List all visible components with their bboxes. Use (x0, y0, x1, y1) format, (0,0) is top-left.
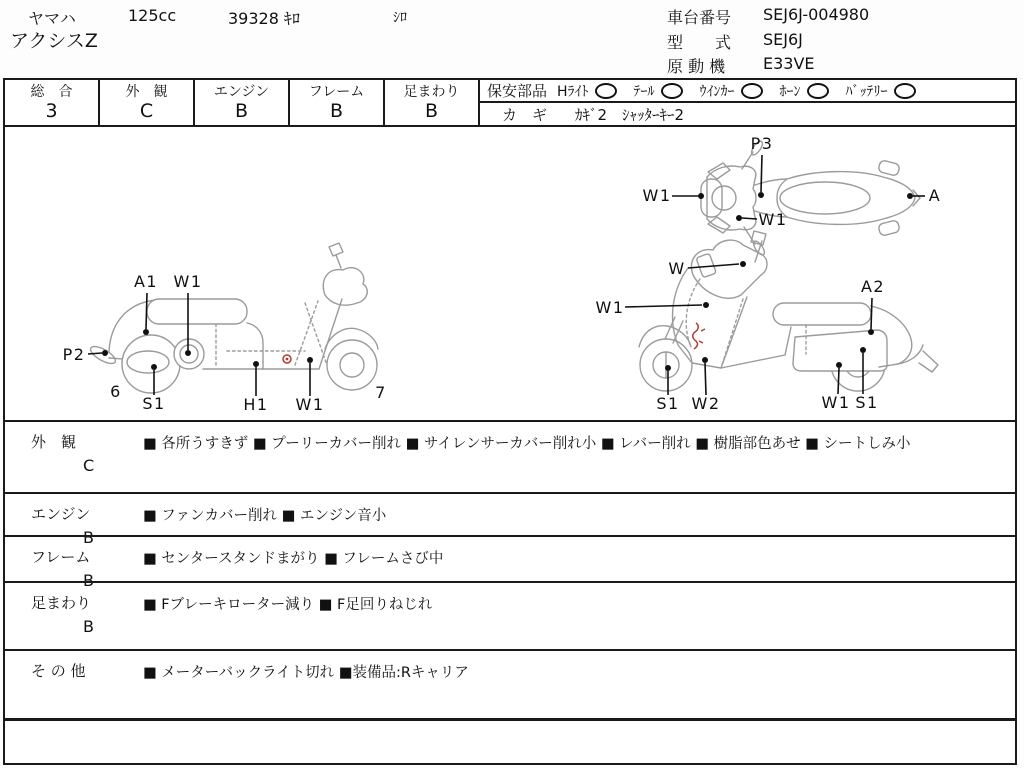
note-section-grade: B (83, 571, 94, 590)
diagram-label-w1: W1 (595, 298, 625, 317)
empty-footer-box (5, 718, 1015, 763)
diagram-label-a2: A2 (860, 277, 886, 296)
diagram-label-a1: A1 (133, 272, 159, 291)
grade-value: B (424, 99, 439, 122)
diagram-label-s1: S1 (855, 393, 879, 412)
safety-item-label: ｳｲﾝｶｰ (699, 83, 735, 100)
grade-label: エンジン (213, 83, 270, 100)
note-row-exterior (5, 420, 1015, 492)
key-value: ｶｷﾞ2 ｼｬｯﾀｰｷｰ2 (575, 105, 685, 124)
safety-item-battery (846, 81, 916, 101)
note-label-col (5, 651, 138, 718)
body-color: ｼﾛ (393, 10, 407, 26)
note-section-grade: B (83, 617, 94, 636)
note-row-frame (5, 535, 1015, 590)
note-section-grade: C (83, 456, 95, 475)
grade-cell-engine (195, 80, 290, 125)
safety-item-label: ﾎｰﾝ (779, 83, 801, 100)
note-section-label: フレーム (31, 548, 91, 566)
model-name: アクシスZ (10, 30, 98, 52)
type-value: SEJ6J (763, 30, 803, 49)
key-label: カ ギ (502, 105, 548, 124)
safety-parts-label: 保安部品 (487, 82, 548, 100)
diagram-label-w1: W1 (758, 210, 788, 229)
diagram-label-a: A (928, 186, 942, 205)
diagram-label-h1: H1 (243, 395, 269, 414)
note-items: ■ ファンカバー削れ ■ エンジン音小 (143, 508, 387, 524)
grade-cell-overall (5, 80, 100, 125)
engine-row (667, 54, 815, 77)
note-row-undercarriage (5, 581, 1015, 649)
note-section-label: 外 観 (31, 433, 77, 451)
diagram-label-p3: P3 (750, 134, 774, 153)
damage-diagram-area (5, 127, 1015, 420)
grade-cell-undercarriage (385, 80, 480, 125)
chassis-label: 車台番号 (667, 8, 732, 27)
key-row (480, 103, 1015, 125)
chassis-number-row (667, 5, 869, 28)
type-row (667, 30, 803, 53)
note-items: ■ Fブレーキローター減り ■ F足回りねじれ (143, 597, 433, 613)
grade-value: 3 (45, 99, 58, 122)
grade-value: B (329, 99, 344, 122)
note-section-grade: B (83, 528, 94, 547)
engine-label: 原 動 機 (667, 57, 726, 76)
safety-item-winker (700, 81, 763, 101)
diagram-label-p2: P2 (62, 345, 86, 364)
grade-cell-exterior (100, 80, 195, 125)
grade-label: フレーム (308, 83, 365, 100)
note-section-label: そ の 他 (31, 662, 86, 680)
left-side-view-scooter (63, 243, 387, 414)
note-label-col (5, 537, 138, 590)
diagram-label-w2: W2 (691, 394, 721, 413)
safety-item-horn (780, 81, 829, 101)
mileage: 39328 ｷﾛ (228, 9, 300, 28)
check-oval-icon (807, 83, 829, 99)
displacement: 125cc (128, 6, 177, 25)
main-table (3, 78, 1017, 765)
check-oval-icon (595, 83, 617, 99)
top-view-scooter (643, 134, 942, 257)
safety-item-label: ﾃｰﾙ (633, 83, 655, 100)
note-label-col (5, 583, 138, 649)
note-section-grade (5, 681, 138, 685)
engine-value: E33VE (763, 54, 815, 73)
diagram-label-6: 6 (110, 382, 122, 401)
note-label-col (5, 494, 138, 547)
safety-parts-cell (480, 80, 1015, 125)
diagram-label-7: 7 (375, 383, 387, 402)
grade-value: C (139, 99, 154, 122)
maker-name: ヤマハ (28, 9, 76, 28)
safety-item-label: ﾊﾞｯﾃﾘｰ (845, 83, 888, 100)
diagram-label-w1: W1 (642, 186, 672, 205)
note-label-col (5, 422, 138, 492)
safety-item-headlight (557, 81, 617, 101)
grade-value: B (234, 99, 249, 122)
check-oval-icon (661, 83, 683, 99)
safety-parts-row (480, 80, 1015, 103)
note-row-engine (5, 492, 1015, 547)
safety-item-label: Hﾗｲﾄ (557, 83, 589, 100)
note-section-label: エンジン (31, 505, 91, 523)
note-items: ■ メーターバックライト切れ ■装備品:Rキャリア (143, 665, 469, 681)
diagram-label-w: W (668, 259, 686, 278)
type-label: 型 式 (667, 33, 732, 52)
diagram-label-w1: W1 (821, 393, 851, 412)
diagram-label-s1: S1 (656, 394, 680, 413)
grade-row (5, 80, 1015, 127)
diagram-label-s1: S1 (142, 394, 166, 413)
check-oval-icon (894, 83, 916, 99)
check-oval-icon (741, 83, 763, 99)
grade-label: 総 合 (30, 83, 73, 100)
right-side-view-scooter (596, 231, 939, 413)
chassis-value: SEJ6J-004980 (763, 5, 870, 24)
note-items: ■ センタースタンドまがり ■ フレームさび中 (143, 551, 444, 567)
safety-item-tail (634, 81, 683, 101)
note-section-label: 足まわり (31, 594, 92, 612)
note-items: ■ 各所うすきず ■ プーリーカバー削れ ■ サイレンサーカバー削れ小 ■ レバー削れ ■ 樹脂部色あせ ■ シートしみ小 (143, 436, 911, 452)
note-row-other (5, 649, 1015, 718)
diagram-label-w1: W1 (173, 272, 203, 291)
grade-cell-frame (290, 80, 385, 125)
scooter-diagrams (5, 127, 1015, 420)
diagram-label-w1: W1 (295, 395, 325, 414)
grade-label: 外 観 (125, 83, 168, 100)
grade-label: 足まわり (403, 83, 460, 100)
